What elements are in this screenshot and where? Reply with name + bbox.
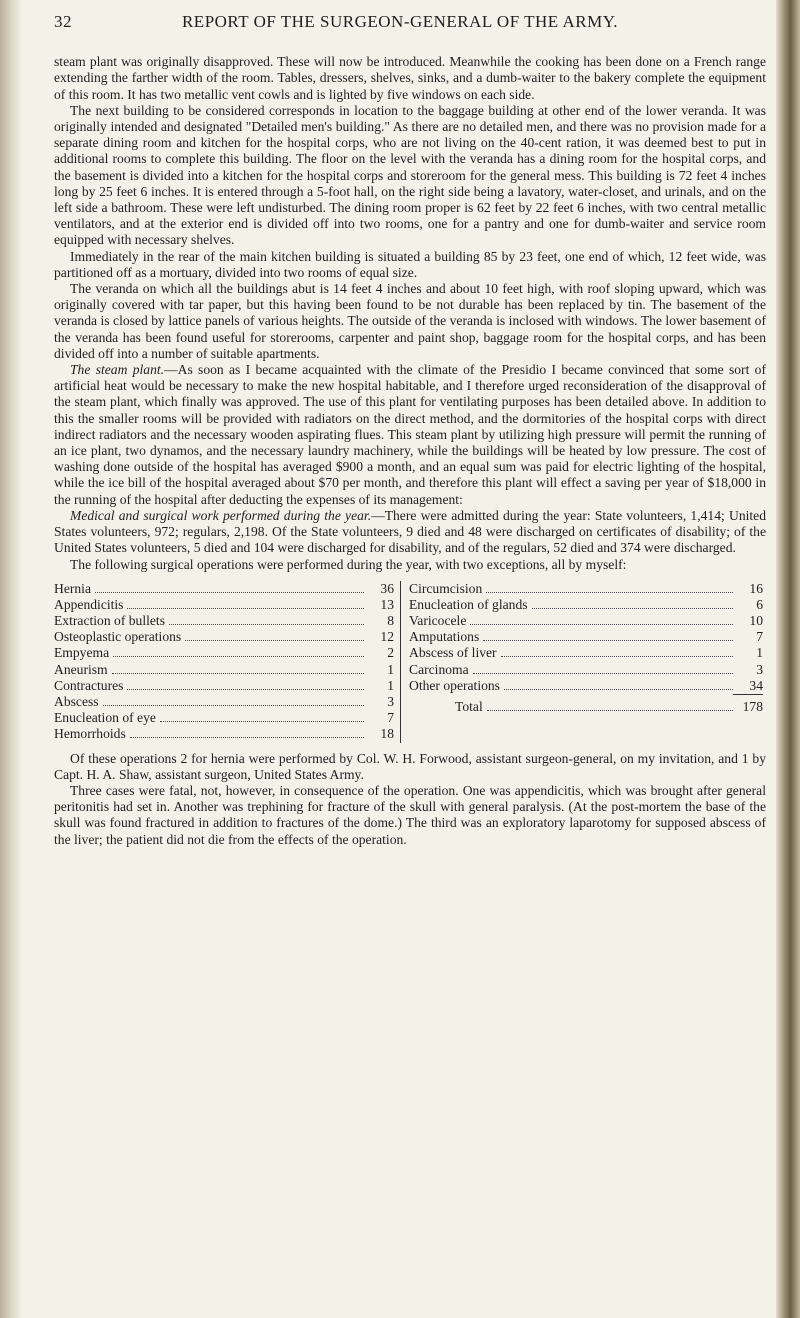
paragraph-medical-work bbox=[54, 508, 766, 557]
document-page bbox=[54, 14, 766, 848]
paragraph-text: —There were admitted during the year: State volunteers, 1,414; United States volunteers, 972; regulars, 2,198. Of the State volunteers, 9 died and 48 were discharged on certificates of disability; of the United States volunteers, 5 died and 104 were discharged for disability, and of the regulars, 52 died and 374 were discharged. bbox=[54, 507, 766, 556]
operation-row: Amputations 7 bbox=[409, 629, 763, 645]
operation-row: Extraction of bullets 8 bbox=[54, 613, 394, 629]
paragraph: steam plant was originally disapproved. These will now be introduced. Meanwhile the cooking has been done on a French range extending the farther width of the room. Tables, dressers, shelves, sinks, and a dumb-waiter to the bakery complete the equipment of this room. It has two metallic vent cowls and is lighted by five windows on each side. bbox=[54, 54, 766, 102]
operations-column-right bbox=[400, 581, 763, 743]
page-gutter-left bbox=[0, 0, 22, 1318]
operation-row: Hemorrhoids 18 bbox=[54, 726, 394, 742]
operation-row: Enucleation of glands 6 bbox=[409, 596, 763, 612]
paragraph: Three cases were fatal, not, however, in consequence of the operation. One was appendicitis, which was brought after general peritonitis had set in. Another was trephining for fracture of the skull with general paralysis. (At the post-mortem the base of the skull was found fractured in addition to fractures of the dome.) The third was an exploratory laparotomy for supposed abscess of the liver; the patient did not die from the effects of the operation. bbox=[54, 782, 766, 847]
operation-row: Circumcision 16 bbox=[409, 580, 763, 596]
operation-row: Appendicitis 13 bbox=[54, 596, 394, 612]
operations-column-left bbox=[54, 581, 394, 743]
operation-row: Hernia 36 bbox=[54, 580, 394, 596]
page-gutter-right bbox=[776, 0, 800, 1318]
paragraph: Of these operations 2 for hernia were performed by Col. W. H. Forwood, assistant surgeon-general, on my invitation, and 1 by Capt. H. A. Shaw, assistant surgeon, United States Army. bbox=[54, 750, 766, 782]
operation-row: Abscess 3 bbox=[54, 694, 394, 710]
paragraph: The following surgical operations were performed during the year, with two exceptions, all by myself: bbox=[70, 556, 627, 572]
operation-row: Contractures 1 bbox=[54, 677, 394, 693]
page-number: 32 bbox=[54, 12, 72, 31]
page-title: REPORT OF THE SURGEON-GENERAL OF THE ARMY. bbox=[181, 12, 619, 31]
paragraph: The veranda on which all the buildings abut is 14 feet 4 inches and about 10 feet high, with roof sloping upward, which was originally covered with tar paper, but this having been found to be not durable has been replaced by tin. The basement of the veranda is closed by lattice panels of various heights. The outside of the veranda is inclosed with windows. The lower basement of the veranda has been found useful for storerooms, carpenter and paint shop, baggage room for the hospital corps, and has been divided off into a number of suitable apartments. bbox=[54, 281, 766, 361]
operation-row: Other operations 34 bbox=[409, 677, 763, 693]
operation-row: Empyema 2 bbox=[54, 645, 394, 661]
paragraph: The next building to be considered corresponds in location to the baggage building at other end of the lower veranda. It was originally intended and designated "Detailed men's building." As there are no detailed men, and there was no provision made for a separate dining room and kitchen for the hospital corps, who are not living on the 40-cent ration, it was deemed best to put in additional rooms to complete this building. The floor on the level with the veranda has a dining room for the hospital corps, and the basement is divided into a kitchen for the hospital corps and storeroom for the general mess. This building is 72 feet 4 inches long by 25 feet 6 inches. It is entered through a 5-foot hall, on the right side being a lavatory, water-closet, and urinals, and on the left side a bathroom. These were left undisturbed. The dining room proper is 62 feet by 22 feet 6 inches, with two central metallic ventilators, and at the exterior end is divided off into two rooms, one for a pantry and one for dumb-waiter and service room equipped with necessary shelves. bbox=[54, 102, 766, 248]
operation-row: Aneurism 1 bbox=[54, 661, 394, 677]
operation-row: Enucleation of eye 7 bbox=[54, 710, 394, 726]
paragraph-steam-plant bbox=[54, 362, 766, 508]
operation-row: Abscess of liver 1 bbox=[409, 645, 763, 661]
operation-row: Carcinoma 3 bbox=[409, 661, 763, 677]
paragraph-text: —As soon as I became acquainted with the climate of the Presidio I became convinced that some sort of artificial heat would be necessary to make the new hospital habitable, and I therefore urged reconsideration of the disapproval of the steam plant, which finally was approved. The use of this plant for ventilating purposes has been detailed above. In addition to this the smaller rooms will be provided with radiators on the direct method, and the dormitories of the hospital corps with direct indirect radiators and the necessary wooden aspirating flues. This steam plant by utilizing high pressure will permit the running of an ice plant, two dynamos, and the necessary laundry machinery, while the buildings will be heated by low pressure. The cost of washing done outside of the hospital has averaged $900 a month, and an equal sum was paid for electric lighting of the hospital, while the ice bill of the hospital averaged about $70 per month, and therefore this plant will effect a saving per year of $18,000 in the running of the hospital after deducting the expenses of its management: bbox=[54, 362, 766, 507]
operation-row: Varicocele 10 bbox=[409, 613, 763, 629]
operation-total-row: Total 178 bbox=[455, 699, 763, 715]
paragraph: Immediately in the rear of the main kitchen building is situated a building 85 by 23 feet, one end of which, 12 feet wide, was partitioned off as a mortuary, divided into two rooms of equal size. bbox=[54, 248, 766, 280]
operations-table bbox=[54, 581, 766, 743]
operation-row: Osteoplastic operations 12 bbox=[54, 629, 394, 645]
run-in-heading: The steam plant. bbox=[70, 362, 165, 378]
running-head bbox=[54, 14, 766, 30]
run-in-heading: Medical and surgical work performed during the year. bbox=[70, 507, 372, 523]
